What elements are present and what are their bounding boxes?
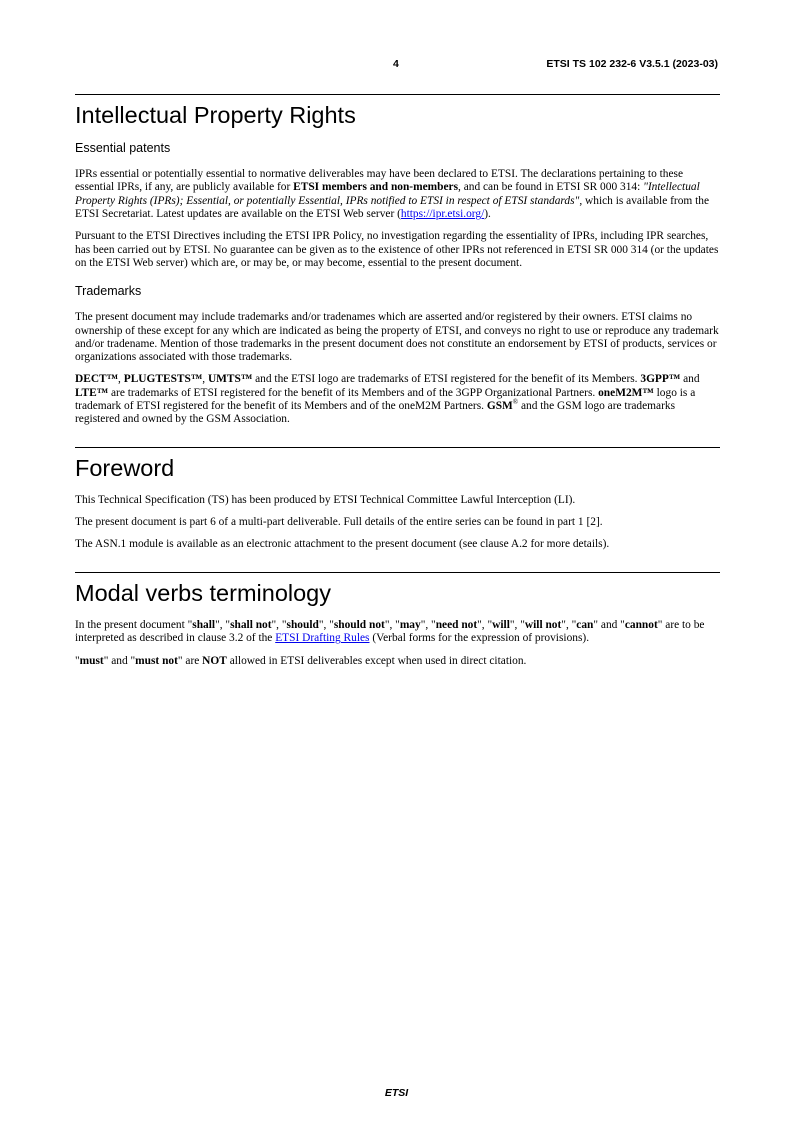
ipr-section — [75, 94, 720, 427]
text: IPRs essential or potentially essential to normative deliverables may have been declared to ETSI. The declarations pertaining to these essential IPRs, if any, are publicly available for — [75, 168, 684, 194]
trademark: oneM2M™ — [598, 386, 654, 399]
modal-verbs-paragraph-1 — [75, 619, 720, 646]
emphasis: NOT — [202, 654, 227, 667]
essential-patents-paragraph-1 — [75, 168, 720, 221]
text: ", " — [318, 618, 334, 631]
text: " are to be interpreted as described in clause 3.2 of the — [75, 618, 705, 645]
foreword-section — [75, 447, 720, 552]
modal-verb: will — [492, 618, 510, 631]
modal-verb: shall not — [230, 618, 272, 631]
modal-verb: cannot — [624, 618, 658, 631]
page-number: 4 — [393, 58, 399, 70]
trademark: PLUGTESTS™ — [123, 373, 203, 386]
modal-verb: must — [79, 654, 104, 667]
text: ", " — [561, 618, 577, 631]
trademark: LTE™ — [75, 386, 109, 399]
ipr-link[interactable]: https://ipr.etsi.org/ — [400, 208, 485, 221]
essential-patents-paragraph-2: Pursuant to the ETSI Directives including the ETSI IPR Policy, no investigation regarding the essentiality of IPRs, including IPR searches, has been carried out by ETSI. No guarantee can be given as to the existence of other IPRs not referenced in ETSI SR 000 314 (or the updates on the ETSI Web server) which are, or may be, or may become, essential to the present document. — [75, 230, 719, 269]
text: " and " — [593, 618, 625, 631]
drafting-rules-link[interactable]: ETSI Drafting Rules — [275, 632, 370, 645]
text: ", " — [271, 618, 287, 631]
essential-patents-heading: Essential patents — [75, 141, 171, 156]
text: , — [118, 373, 124, 386]
text: , — [202, 373, 208, 386]
text: ", " — [384, 618, 400, 631]
text: " — [75, 654, 80, 667]
italic-citation: "Intellectual Property Rights (IPRs); Essential, or potentially Essential, IPRs notified to ETSI in respect of ETSI standards" — [75, 181, 700, 207]
text: ", " — [420, 618, 436, 631]
text: ). — [484, 208, 491, 221]
modal-verbs-section — [75, 572, 720, 668]
text: and the GSM logo are trademarks registered and owned by the GSM Association. — [75, 400, 676, 426]
text: ", " — [509, 618, 525, 631]
text: are trademarks of ETSI registered for the benefit of its Members and of the 3GPP Organizational Partners. — [108, 386, 599, 399]
text: In the present document " — [75, 618, 193, 631]
trademark: DECT™ — [75, 373, 119, 386]
text: ", " — [215, 618, 231, 631]
text: logo is a trademark of ETSI registered for the benefit of its Members and of the oneM2M Partners. — [75, 386, 696, 413]
modal-verbs-paragraph-2 — [75, 655, 720, 668]
text: and the ETSI logo are trademarks of ETSI registered for the benefit of its Members. — [252, 373, 641, 386]
trademark: UMTS™ — [207, 373, 253, 386]
modal-verb: need not — [435, 618, 478, 631]
document-reference: ETSI TS 102 232-6 V3.5.1 (2023-03) — [546, 58, 718, 70]
modal-verb: should — [286, 618, 319, 631]
foreword-paragraph-3: The ASN.1 module is available as an electronic attachment to the present document (see clause A.2 for more details). — [75, 538, 610, 551]
text: , which is available from the ETSI Secretariat. Latest updates are available on the ETSI Web server ( — [75, 194, 710, 221]
modal-verb: may — [399, 618, 421, 631]
trademarks-heading: Trademarks — [75, 284, 142, 299]
ipr-title: Intellectual Property Rights — [75, 102, 356, 128]
bold-text: ETSI members and non-members — [293, 181, 459, 194]
modal-verb: must not — [135, 654, 178, 667]
page-content — [75, 94, 720, 688]
registered-mark: ® — [512, 398, 519, 407]
modal-verbs-title: Modal verbs terminology — [75, 579, 331, 606]
foreword-title: Foreword — [75, 454, 175, 481]
text: allowed in ETSI deliverables except when used in direct citation. — [226, 654, 527, 667]
footer-etsi: ETSI — [384, 1087, 409, 1099]
modal-verb: will not — [524, 618, 562, 631]
foreword-paragraph-2: The present document is part 6 of a multi-part deliverable. Full details of the entire series can be found in part 1 [2]. — [75, 516, 603, 529]
trademark: 3GPP™ — [640, 373, 681, 386]
modal-verb: shall — [192, 618, 216, 631]
modal-verb: can — [576, 618, 594, 631]
trademarks-paragraph-2 — [75, 373, 720, 426]
foreword-paragraph-1: This Technical Specification (TS) has been produced by ETSI Technical Committee Lawful Interception (LI). — [75, 493, 576, 506]
text: and — [680, 373, 700, 386]
trademark: GSM — [486, 400, 513, 413]
text: (Verbal forms for the expression of provisions). — [369, 632, 590, 645]
trademarks-paragraph-1: The present document may include trademarks and/or tradenames which are asserted and/or registered by their owners. ETSI claims no ownership of these except for any which are indicated as being the property of ETSI, and conveys no right to use or reproduce any trademark and/or tradename. Mention of those trademarks in the present document does not constitute an endorsement by ETSI of products, services or organizations associated with those trademarks. — [75, 311, 719, 364]
text: , and can be found in ETSI SR 000 314: — [458, 181, 644, 194]
text: " and " — [103, 654, 136, 667]
text: " are — [177, 654, 203, 667]
text: ", " — [477, 618, 493, 631]
modal-verb: should not — [333, 618, 385, 631]
